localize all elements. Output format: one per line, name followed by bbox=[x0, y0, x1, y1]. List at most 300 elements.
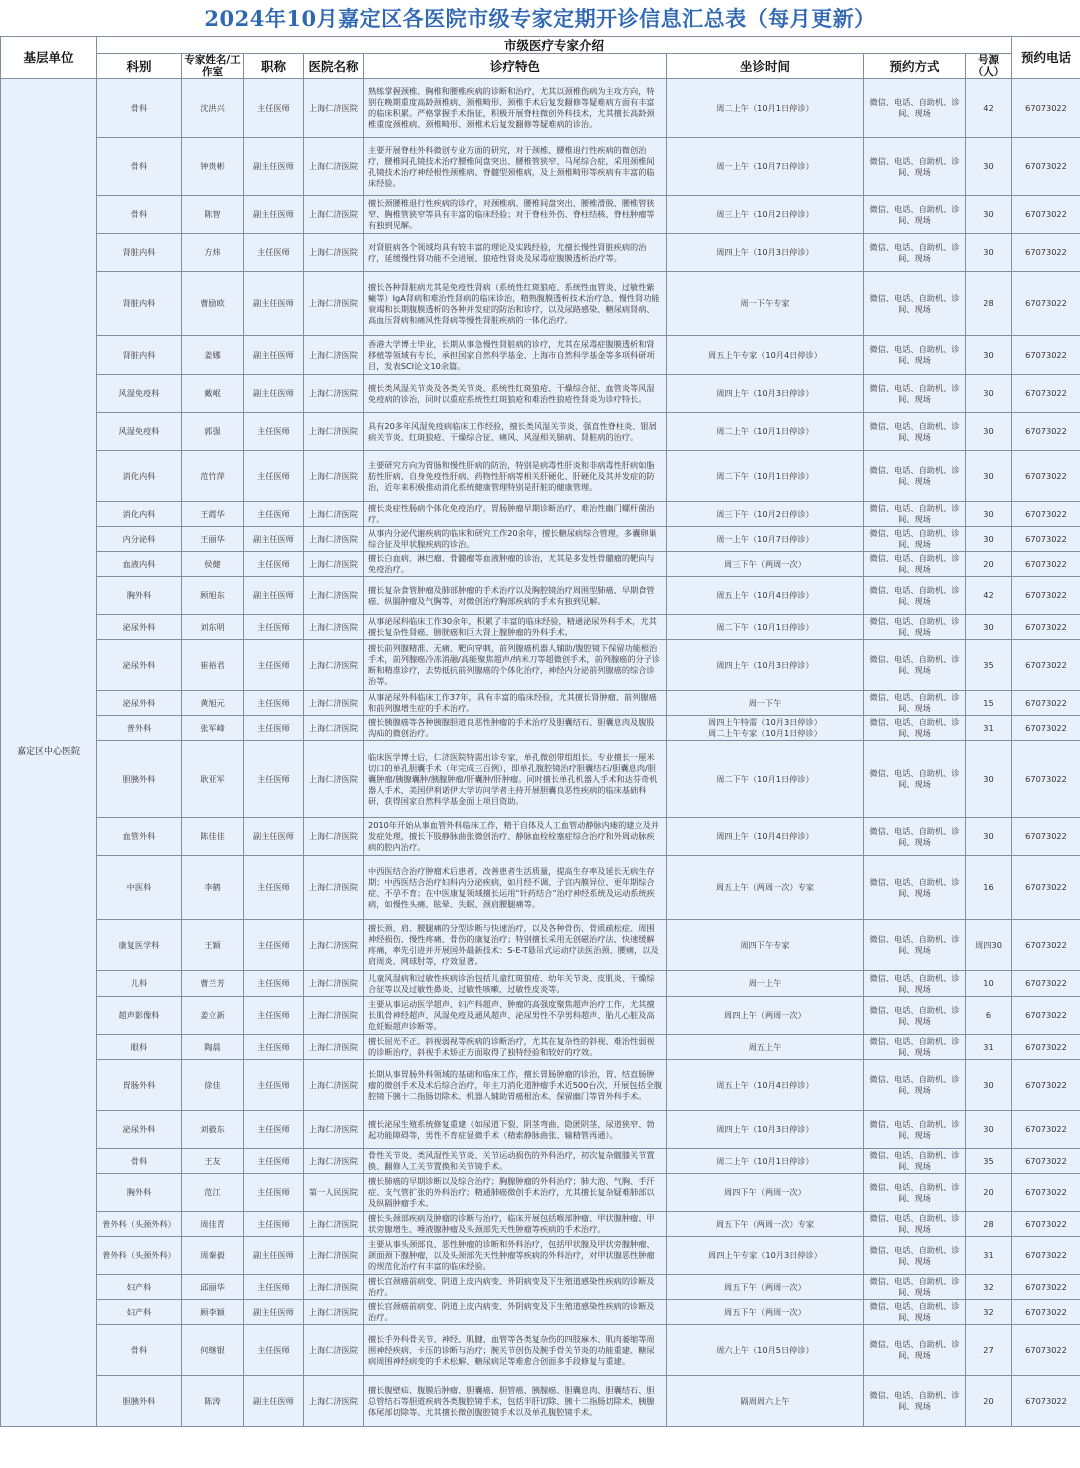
booking-cell: 微信、电话、自助机、诊间、现场 bbox=[864, 272, 966, 336]
hospital-cell: 上海仁济医院 bbox=[304, 451, 364, 502]
dept-cell: 内分泌科 bbox=[97, 527, 182, 552]
table-row bbox=[1, 1237, 1080, 1275]
time-cell: 周二上午（10月1日停诊） bbox=[667, 413, 864, 451]
position-cell: 主任医师 bbox=[244, 79, 304, 138]
position-cell: 副主任医师 bbox=[244, 375, 304, 413]
booking-cell: 微信、电话、自助机、诊间、现场 bbox=[864, 577, 966, 615]
booking-cell: 微信、电话、自助机、诊间、现场 bbox=[864, 1275, 966, 1300]
time-cell: 周一上午（10月7日停诊） bbox=[667, 138, 864, 196]
time-cell: 周一下午 bbox=[667, 691, 864, 716]
time-cell: 周五上午（10月4日停诊） bbox=[667, 1060, 864, 1111]
name-cell: 王丽华 bbox=[182, 527, 244, 552]
name-cell: 侯健 bbox=[182, 552, 244, 577]
table-row bbox=[1, 336, 1080, 375]
quota-cell: 6 bbox=[966, 997, 1012, 1035]
dept-cell: 妇产科 bbox=[97, 1275, 182, 1300]
position-cell: 副主任医师 bbox=[244, 1237, 304, 1275]
table-row bbox=[1, 1275, 1080, 1300]
time-cell: 周二下午（10月1日停诊） bbox=[667, 451, 864, 502]
table-row bbox=[1, 615, 1080, 640]
phone-cell: 67073022 bbox=[1012, 527, 1080, 552]
position-cell: 副主任医师 bbox=[244, 138, 304, 196]
phone-cell: 67073022 bbox=[1012, 1300, 1080, 1325]
phone-cell: 67073022 bbox=[1012, 577, 1080, 615]
hospital-cell: 上海仁济医院 bbox=[304, 640, 364, 691]
header-name: 专家姓名/工作室 bbox=[182, 54, 244, 79]
specialty-cell: 从事泌尿科临床工作30余年，积累了丰富的临床经验，精通泌尿外科手术，尤其擅长复杂性肾癌、膀胱癌和巨大肾上腺肿瘤的外科手术。 bbox=[364, 615, 667, 640]
phone-cell: 67073022 bbox=[1012, 1325, 1080, 1376]
booking-cell: 微信、电话、自助机、诊间、现场 bbox=[864, 502, 966, 527]
booking-cell: 微信、电话、自助机、诊间、现场 bbox=[864, 1300, 966, 1325]
hospital-cell: 上海仁济医院 bbox=[304, 502, 364, 527]
phone-cell: 67073022 bbox=[1012, 138, 1080, 196]
hospital-cell: 上海仁济医院 bbox=[304, 552, 364, 577]
quota-cell: 31 bbox=[966, 1035, 1012, 1060]
specialty-cell: 擅长胰腺癌等各种胰腺胆道良恶性肿瘤的手术治疗及胆囊结石、胆囊息肉及腹股沟疝的微创治疗。 bbox=[364, 716, 667, 741]
quota-cell: 30 bbox=[966, 741, 1012, 818]
time-cell: 周六上午（10月5日停诊） bbox=[667, 1325, 864, 1376]
quota-cell: 30 bbox=[966, 451, 1012, 502]
quota-cell: 15 bbox=[966, 691, 1012, 716]
specialty-cell: 擅长炎症性肠病个体化免疫治疗，胃肠肿瘤早期诊断治疗，难治性幽门螺杆菌治疗。 bbox=[364, 502, 667, 527]
booking-cell: 微信、电话、自助机、诊间、现场 bbox=[864, 451, 966, 502]
position-cell: 主任医师 bbox=[244, 1060, 304, 1111]
hospital-cell: 上海仁济医院 bbox=[304, 691, 364, 716]
dept-cell: 风湿免疫科 bbox=[97, 375, 182, 413]
quota-cell: 16 bbox=[966, 856, 1012, 920]
name-cell: 戴岷 bbox=[182, 375, 244, 413]
specialty-cell: 擅长颈、肩、腰腿痛的分型诊断与快速治疗，以及各种骨伤、骨质疏松症、周围神经损伤、慢性疼痛、骨伤的康复治疗；特别擅长采用无创磁治疗法、快速缓解疼痛，率先引进并开展国外最新技术：S-E-T悬吊式运动疗法医治颈、腰痛，以及肩周炎、网球肘等，疗效显著。 bbox=[364, 920, 667, 971]
quota-cell: 30 bbox=[966, 502, 1012, 527]
name-cell: 周秦毅 bbox=[182, 1237, 244, 1275]
quota-cell: 30 bbox=[966, 375, 1012, 413]
hospital-cell: 上海仁济医院 bbox=[304, 272, 364, 336]
time-cell: 周五上午 bbox=[667, 1035, 864, 1060]
specialty-cell: 擅长腹壁疝、腹膜后肿瘤、胆囊癌、胆管癌、胰腺癌、胆囊息肉、胆囊结石、胆总管结石等胆道疾病各类腹腔镜手术，包括半肝切除、胰十二指肠切除术、胰腺体尾部切除等。尤其擅长微创腹腔镜手术以及单孔腹腔镜手术。 bbox=[364, 1376, 667, 1427]
position-cell: 副主任医师 bbox=[244, 196, 304, 234]
name-cell: 曹兰芳 bbox=[182, 971, 244, 997]
time-cell: 周四上午（10月3日停诊） bbox=[667, 640, 864, 691]
time-cell: 隔周周六上午 bbox=[667, 1376, 864, 1427]
name-cell: 陶晨 bbox=[182, 1035, 244, 1060]
phone-cell: 67073022 bbox=[1012, 741, 1080, 818]
hospital-cell: 上海仁济医院 bbox=[304, 1149, 364, 1174]
hospital-cell: 上海仁济医院 bbox=[304, 1325, 364, 1376]
position-cell: 副主任医师 bbox=[244, 1376, 304, 1427]
specialty-cell: 擅长宫颈癌前病变、阴道上皮内病变、外阴病变及下生殖道感染性疾病的诊断及治疗。 bbox=[364, 1275, 667, 1300]
quota-cell: 35 bbox=[966, 640, 1012, 691]
booking-cell: 微信、电话、自助机、诊间、现场 bbox=[864, 196, 966, 234]
position-cell: 主任医师 bbox=[244, 1174, 304, 1212]
phone-cell: 67073022 bbox=[1012, 920, 1080, 971]
table-row bbox=[1, 1212, 1080, 1237]
quota-cell: 42 bbox=[966, 577, 1012, 615]
booking-cell: 微信、电话、自助机、诊间、现场 bbox=[864, 527, 966, 552]
specialty-cell: 主要开展脊柱外科微创专业方面的研究，对于颈椎、腰椎退行性疾病的微创治疗，腰椎间孔镜技术治疗腰椎间盘突出、腰椎管狭窄、马尾综合症，采用颈椎间孔镜技术治疗神经根性颈椎病、脊髓型颈椎病，及上颈椎畸形等疾病有丰富的临床经验。 bbox=[364, 138, 667, 196]
quota-cell: 周四30 bbox=[966, 920, 1012, 971]
position-cell: 主任医师 bbox=[244, 1111, 304, 1149]
table-row bbox=[1, 451, 1080, 502]
table-row bbox=[1, 1174, 1080, 1212]
name-cell: 顾李颖 bbox=[182, 1300, 244, 1325]
hospital-cell: 上海仁济医院 bbox=[304, 1300, 364, 1325]
header-booking: 预约方式 bbox=[864, 54, 966, 79]
specialty-cell: 儿童风湿病和过敏性疾病诊治包括儿童红斑狼疮、幼年关节炎、皮肌炎、干燥综合征等以及过敏性鼻炎、过敏性咳嗽、过敏性皮炎等。 bbox=[364, 971, 667, 997]
specialty-cell: 擅长泌尿生殖系统修复重建（如尿道下裂、阴茎弯曲、隐匿阴茎、尿道狭窄、勃起功能障碍等，男性不育症显微手术（精索静脉曲张、输精管再通）。 bbox=[364, 1111, 667, 1149]
expert-schedule-table bbox=[0, 36, 1080, 1427]
position-cell: 主任医师 bbox=[244, 997, 304, 1035]
quota-cell: 30 bbox=[966, 615, 1012, 640]
time-cell: 周三上午（10月2日停诊） bbox=[667, 196, 864, 234]
phone-cell: 67073022 bbox=[1012, 1212, 1080, 1237]
name-cell: 崔裕君 bbox=[182, 640, 244, 691]
phone-cell: 67073022 bbox=[1012, 272, 1080, 336]
hospital-cell: 上海仁济医院 bbox=[304, 818, 364, 856]
position-cell: 主任医师 bbox=[244, 1035, 304, 1060]
dept-cell: 风湿免疫科 bbox=[97, 413, 182, 451]
hospital-cell: 上海仁济医院 bbox=[304, 1035, 364, 1060]
unit-cell: 嘉定区中心医院 bbox=[1, 79, 97, 1427]
time-cell: 周四上午（10月3日停诊） bbox=[667, 1111, 864, 1149]
specialty-cell: 擅长颈腰椎退行性疾病的诊疗，对颈椎病、腰椎间盘突出、腰椎滑脱、腰椎管狭窄、胸椎管狭窄等具有丰富的临床经验；对于脊柱外伤、脊柱结核、脊柱肿瘤等有独到见解。 bbox=[364, 196, 667, 234]
name-cell: 郭强 bbox=[182, 413, 244, 451]
position-cell: 主任医师 bbox=[244, 615, 304, 640]
phone-cell: 67073022 bbox=[1012, 79, 1080, 138]
time-cell: 周五上午（两周一次）专家 bbox=[667, 856, 864, 920]
dept-cell: 泌尿外科 bbox=[97, 615, 182, 640]
table-row bbox=[1, 196, 1080, 234]
dept-cell: 普外科（头颈外科） bbox=[97, 1212, 182, 1237]
dept-cell: 骨科 bbox=[97, 79, 182, 138]
booking-cell: 微信、电话、自助机、诊间、现场 bbox=[864, 920, 966, 971]
dept-cell: 消化内科 bbox=[97, 451, 182, 502]
hospital-cell: 上海仁济医院 bbox=[304, 856, 364, 920]
booking-cell: 微信、电话、自助机、诊间、现场 bbox=[864, 1237, 966, 1275]
table-row bbox=[1, 920, 1080, 971]
name-cell: 方炜 bbox=[182, 234, 244, 272]
table-row bbox=[1, 552, 1080, 577]
specialty-cell: 主要研究方向为胃肠和慢性肝病的防治，特别是病毒性肝炎和非病毒性肝病如脂肪性肝病、自身免疫性肝病、药物性肝病等相关肝硬化、肝硬化及其并发症的防治，近年来积极推动消化系统健康管理特别是肝脏的健康管理。 bbox=[364, 451, 667, 502]
hospital-cell: 上海仁济医院 bbox=[304, 336, 364, 375]
name-cell: 王颖 bbox=[182, 920, 244, 971]
time-cell: 周一下午专家 bbox=[667, 272, 864, 336]
name-cell: 周佳青 bbox=[182, 1212, 244, 1237]
time-cell: 周四上午（10月3日停诊） bbox=[667, 375, 864, 413]
dept-cell: 泌尿外科 bbox=[97, 691, 182, 716]
hospital-cell: 上海仁济医院 bbox=[304, 997, 364, 1035]
dept-cell: 眼科 bbox=[97, 1035, 182, 1060]
time-cell: 周四上午（10月3日停诊） bbox=[667, 234, 864, 272]
table-row bbox=[1, 527, 1080, 552]
table-row bbox=[1, 1035, 1080, 1060]
hospital-cell: 上海仁济医院 bbox=[304, 375, 364, 413]
phone-cell: 67073022 bbox=[1012, 997, 1080, 1035]
phone-cell: 67073022 bbox=[1012, 1149, 1080, 1174]
position-cell: 副主任医师 bbox=[244, 272, 304, 336]
dept-cell: 康复医学科 bbox=[97, 920, 182, 971]
specialty-cell: 临床医学博士后，仁济医院特需出诊专家，单孔微创带组组长。专业擅长一厘米切口的单孔胆囊手术（年完成三百例），即单孔腹腔镜治疗胆囊结石/胆囊息肉/胆囊肿瘤/胰腺囊肿/胰腺肿瘤/肝囊肿/肝肿瘤。同时擅长单孔机器人手术和达芬奇机器人手术，美国伊利诺伊大学访问学者主持开展胆囊良恶性疾病的临床基础科研，获得国家自然科学基金面上项目资助。 bbox=[364, 741, 667, 818]
table-row bbox=[1, 1149, 1080, 1174]
header-time: 坐诊时间 bbox=[667, 54, 864, 79]
name-cell: 钟贵彬 bbox=[182, 138, 244, 196]
quota-cell: 27 bbox=[966, 1325, 1012, 1376]
booking-cell: 微信、电话、自助机、诊间、现场 bbox=[864, 1376, 966, 1427]
dept-cell: 超声影像科 bbox=[97, 997, 182, 1035]
specialty-cell: 骨性关节炎、类风湿性关节炎、关节运动损伤的外科治疗，初次复杂髋膝关节置换、翻修人工关节置换和关节镜手术。 bbox=[364, 1149, 667, 1174]
name-cell: 张军峰 bbox=[182, 716, 244, 741]
dept-cell: 普外科（头颈外科） bbox=[97, 1237, 182, 1275]
quota-cell: 30 bbox=[966, 1111, 1012, 1149]
position-cell: 副主任医师 bbox=[244, 818, 304, 856]
specialty-cell: 2010年开始从事血管外科临床工作，精于自体及人工血管动静脉内瘘的建立及并发症处理，擅长下肢静脉曲张微创治疗、静脉血栓栓塞症综合治疗和外周动脉疾病的腔内治疗。 bbox=[364, 818, 667, 856]
specialty-cell: 具有20多年风湿免疫病临床工作经验，擅长类风湿关节炎、强直性脊柱炎、银屑病关节炎、红斑狼疮、干燥综合征、痛风、风湿相关肺病、肾脏病的治疗。 bbox=[364, 413, 667, 451]
name-cell: 顾旭东 bbox=[182, 577, 244, 615]
specialty-cell: 擅长头颈部疾病及肿瘤的诊断与治疗，临床开展包括喉部肿瘤、甲状腺肿瘤、甲状旁腺增生、唾液腺肿瘤及头颈部先天性肿瘤等疾病的手术治疗。 bbox=[364, 1212, 667, 1237]
specialty-cell: 主要从事运动医学超声、妇产科超声、肿瘤的高强度聚焦超声治疗工作，尤其擅长肌骨神经超声、风湿免疫及通风超声、泌尿男性不孕男科超声、胎儿心脏及高危妊娠超声诊断等。 bbox=[364, 997, 667, 1035]
phone-cell: 67073022 bbox=[1012, 234, 1080, 272]
phone-cell: 67073022 bbox=[1012, 1060, 1080, 1111]
position-cell: 副主任医师 bbox=[244, 1300, 304, 1325]
hospital-cell: 上海仁济医院 bbox=[304, 138, 364, 196]
name-cell: 黄旭元 bbox=[182, 691, 244, 716]
table-row bbox=[1, 741, 1080, 818]
page-title: 2024年10月嘉定区各医院市级专家定期开诊信息汇总表（每月更新） bbox=[204, 6, 876, 31]
header-hospital: 医院名称 bbox=[304, 54, 364, 79]
quota-cell: 35 bbox=[966, 1149, 1012, 1174]
time-cell: 周五上午专家（10月4日停诊） bbox=[667, 336, 864, 375]
specialty-cell: 擅长类风湿关节炎及各类关节炎、系统性红斑狼疮、干燥综合征、血管炎等风湿免疫病的诊治，同时以重症系统性红斑狼疮和难治性狼疮性肾炎为诊疗特长。 bbox=[364, 375, 667, 413]
dept-cell: 消化内科 bbox=[97, 502, 182, 527]
booking-cell: 微信、电话、自助机、诊间、现场 bbox=[864, 1060, 966, 1111]
name-cell: 王友 bbox=[182, 1149, 244, 1174]
hospital-cell: 上海仁济医院 bbox=[304, 1376, 364, 1427]
name-cell: 王霞华 bbox=[182, 502, 244, 527]
table-row bbox=[1, 971, 1080, 997]
booking-cell: 微信、电话、自助机、诊间、现场 bbox=[864, 1212, 966, 1237]
quota-cell: 20 bbox=[966, 1376, 1012, 1427]
specialty-cell: 从事泌尿外科临床工作37年，具有丰富的临床经验，尤其擅长肾肿瘤、前列腺癌和前列腺增生症的手术治疗。 bbox=[364, 691, 667, 716]
name-cell: 陈智 bbox=[182, 196, 244, 234]
time-cell: 周五下午（两周一次）专家 bbox=[667, 1212, 864, 1237]
specialty-cell: 擅长屈光不正、斜视弱视等疾病的诊断治疗，尤其在复杂性的斜视、难治性弱视的诊断治疗，斜视手术矫正方面取得了独特经验和较好的疗效。 bbox=[364, 1035, 667, 1060]
booking-cell: 微信、电话、自助机、诊间、现场 bbox=[864, 1111, 966, 1149]
dept-cell: 骨科 bbox=[97, 1149, 182, 1174]
time-cell: 周五下午（两周一次） bbox=[667, 1275, 864, 1300]
position-cell: 主任医师 bbox=[244, 856, 304, 920]
dept-cell: 血管外科 bbox=[97, 818, 182, 856]
position-cell: 主任医师 bbox=[244, 1212, 304, 1237]
position-cell: 主任医师 bbox=[244, 691, 304, 716]
time-cell: 周三下午（两周一次） bbox=[667, 552, 864, 577]
booking-cell: 微信、电话、自助机、诊间、现场 bbox=[864, 716, 966, 741]
phone-cell: 67073022 bbox=[1012, 716, 1080, 741]
phone-cell: 67073022 bbox=[1012, 971, 1080, 997]
position-cell: 副主任医师 bbox=[244, 577, 304, 615]
booking-cell: 微信、电话、自助机、诊间、现场 bbox=[864, 818, 966, 856]
dept-cell: 儿科 bbox=[97, 971, 182, 997]
phone-cell: 67073022 bbox=[1012, 1035, 1080, 1060]
table-row bbox=[1, 1060, 1080, 1111]
position-cell: 主任医师 bbox=[244, 413, 304, 451]
booking-cell: 微信、电话、自助机、诊间、现场 bbox=[864, 640, 966, 691]
specialty-cell: 香港大学博士毕业，长期从事急慢性肾脏病的诊疗，尤其在尿毒症腹膜透析和肾移植等领域有专长，承担国家自然科学基金、上海市自然科学基金等多项科研项目，发表SCI论文10余篇。 bbox=[364, 336, 667, 375]
quota-cell: 30 bbox=[966, 818, 1012, 856]
position-cell: 主任医师 bbox=[244, 502, 304, 527]
booking-cell: 微信、电话、自助机、诊间、现场 bbox=[864, 856, 966, 920]
quota-cell: 31 bbox=[966, 716, 1012, 741]
hospital-cell: 上海仁济医院 bbox=[304, 527, 364, 552]
time-cell: 周二上午（10月1日停诊） bbox=[667, 79, 864, 138]
quota-cell: 30 bbox=[966, 336, 1012, 375]
quota-cell: 30 bbox=[966, 527, 1012, 552]
dept-cell: 胆胰外科 bbox=[97, 1376, 182, 1427]
quota-cell: 30 bbox=[966, 234, 1012, 272]
time-cell: 周二上午（10月1日停诊） bbox=[667, 1149, 864, 1174]
phone-cell: 67073022 bbox=[1012, 856, 1080, 920]
name-cell: 何继银 bbox=[182, 1325, 244, 1376]
name-cell: 徐佳 bbox=[182, 1060, 244, 1111]
quota-cell: 20 bbox=[966, 1174, 1012, 1212]
hospital-cell: 上海仁济医院 bbox=[304, 234, 364, 272]
hospital-cell: 第一人民医院 bbox=[304, 1174, 364, 1212]
hospital-cell: 上海仁济医院 bbox=[304, 1111, 364, 1149]
quota-cell: 10 bbox=[966, 971, 1012, 997]
table-row bbox=[1, 375, 1080, 413]
quota-cell: 31 bbox=[966, 1237, 1012, 1275]
time-cell: 周一上午 bbox=[667, 971, 864, 997]
quota-cell: 30 bbox=[966, 1060, 1012, 1111]
name-cell: 姜立新 bbox=[182, 997, 244, 1035]
hospital-cell: 上海仁济医院 bbox=[304, 1237, 364, 1275]
specialty-cell: 主要从事头颈部良、恶性肿瘤的诊断和外科治疗，包括甲状腺及甲状旁腺肿瘤、颌面颈下腺肿瘤，以及头颈部先天性肿瘤等疾病的外科治疗，对甲状腺恶性肿瘤的规范化治疗有丰富的临床经验。 bbox=[364, 1237, 667, 1275]
phone-cell: 67073022 bbox=[1012, 640, 1080, 691]
time-cell: 周四下午专家 bbox=[667, 920, 864, 971]
dept-cell: 泌尿外科 bbox=[97, 1111, 182, 1149]
dept-cell: 中医科 bbox=[97, 856, 182, 920]
phone-cell: 67073022 bbox=[1012, 818, 1080, 856]
hospital-cell: 上海仁济医院 bbox=[304, 196, 364, 234]
booking-cell: 微信、电话、自助机、诊间、现场 bbox=[864, 1035, 966, 1060]
table-row bbox=[1, 79, 1080, 138]
specialty-cell: 长期从事胃肠外科领域的基础和临床工作，擅长胃肠肿瘤的诊治，胃、结直肠肿瘤的微创手术及术后综合治疗，年主刀消化道肿瘤手术近500台次，开展包括全腹腔镜下胰十二指肠切除术、机器人辅助胃癌根治术、保留幽门等胃外科手术。 bbox=[364, 1060, 667, 1111]
name-cell: 刘东明 bbox=[182, 615, 244, 640]
hospital-cell: 上海仁济医院 bbox=[304, 920, 364, 971]
phone-cell: 67073022 bbox=[1012, 1275, 1080, 1300]
phone-cell: 67073022 bbox=[1012, 1174, 1080, 1212]
booking-cell: 微信、电话、自助机、诊间、现场 bbox=[864, 1174, 966, 1212]
time-cell: 周三下午（10月2日停诊） bbox=[667, 502, 864, 527]
position-cell: 主任医师 bbox=[244, 716, 304, 741]
table-row bbox=[1, 691, 1080, 716]
name-cell: 刘毅东 bbox=[182, 1111, 244, 1149]
position-cell: 主任医师 bbox=[244, 234, 304, 272]
table-body bbox=[1, 79, 1080, 1427]
time-cell: 周二下午（10月1日停诊） bbox=[667, 615, 864, 640]
booking-cell: 微信、电话、自助机、诊间、现场 bbox=[864, 234, 966, 272]
phone-cell: 67073022 bbox=[1012, 1237, 1080, 1275]
hospital-cell: 上海仁济医院 bbox=[304, 716, 364, 741]
header-position: 职称 bbox=[244, 54, 304, 79]
dept-cell: 妇产科 bbox=[97, 1300, 182, 1325]
booking-cell: 微信、电话、自助机、诊间、现场 bbox=[864, 1325, 966, 1376]
specialty-cell: 擅长复杂食管肿瘤及肺部肿瘤的手术治疗以及胸腔镜治疗周围型肺癌、早期食管癌、纵膈肿瘤及气胸等，对微创治疗胸部疾病的手术有独到见解。 bbox=[364, 577, 667, 615]
table-row bbox=[1, 413, 1080, 451]
table-row bbox=[1, 1111, 1080, 1149]
specialty-cell: 擅长肺癌的早期诊断以及综合治疗；胸腺肿瘤的外科治疗；肺大泡、气胸、手汗症、支气管扩张的外科治疗；精通肺癌微创手术治疗，尤其擅长复杂疑难肺部以及纵隔肿瘤手术。 bbox=[364, 1174, 667, 1212]
quota-cell: 28 bbox=[966, 1212, 1012, 1237]
booking-cell: 微信、电话、自助机、诊间、现场 bbox=[864, 615, 966, 640]
booking-cell: 微信、电话、自助机、诊间、现场 bbox=[864, 691, 966, 716]
position-cell: 主任医师 bbox=[244, 920, 304, 971]
dept-cell: 胸外科 bbox=[97, 1174, 182, 1212]
name-cell: 陈佳佳 bbox=[182, 818, 244, 856]
hospital-cell: 上海仁济医院 bbox=[304, 971, 364, 997]
position-cell: 主任医师 bbox=[244, 1325, 304, 1376]
table-row bbox=[1, 1376, 1080, 1427]
time-cell: 周一上午（10月7日停诊） bbox=[667, 527, 864, 552]
phone-cell: 67073022 bbox=[1012, 502, 1080, 527]
table-row bbox=[1, 138, 1080, 196]
position-cell: 主任医师 bbox=[244, 451, 304, 502]
name-cell: 耿亚军 bbox=[182, 741, 244, 818]
dept-cell: 胃肠外科 bbox=[97, 1060, 182, 1111]
booking-cell: 微信、电话、自助机、诊间、现场 bbox=[864, 971, 966, 997]
booking-cell: 微信、电话、自助机、诊间、现场 bbox=[864, 741, 966, 818]
dept-cell: 骨科 bbox=[97, 138, 182, 196]
quota-cell: 30 bbox=[966, 413, 1012, 451]
phone-cell: 67073022 bbox=[1012, 413, 1080, 451]
table-row bbox=[1, 640, 1080, 691]
booking-cell: 微信、电话、自助机、诊间、现场 bbox=[864, 1149, 966, 1174]
table-row bbox=[1, 1325, 1080, 1376]
phone-cell: 67073022 bbox=[1012, 375, 1080, 413]
dept-cell: 骨科 bbox=[97, 1325, 182, 1376]
time-cell: 周四上午（两周一次） bbox=[667, 997, 864, 1035]
dept-cell: 骨科 bbox=[97, 196, 182, 234]
hospital-cell: 上海仁济医院 bbox=[304, 413, 364, 451]
quota-cell: 32 bbox=[966, 1275, 1012, 1300]
specialty-cell: 擅长手外科骨关节、神经、肌腱、血管等各类复杂伤的四肢麻木、肌肉萎缩等周围神经疾病、卡压的诊断与治疗；腕关节创伤及腕手骨关节炎的功能重建、糖尿病周围神经病变的手术松解、糖尿病足等难愈合创面多手段修复与重建。 bbox=[364, 1325, 667, 1376]
name-cell: 李鹤 bbox=[182, 856, 244, 920]
quota-cell: 30 bbox=[966, 138, 1012, 196]
time-cell: 周二下午（10月1日停诊） bbox=[667, 741, 864, 818]
header-phone: 预约电话 bbox=[1012, 37, 1080, 79]
name-cell: 邱丽华 bbox=[182, 1275, 244, 1300]
name-cell: 曹励欧 bbox=[182, 272, 244, 336]
dept-cell: 胸外科 bbox=[97, 577, 182, 615]
time-cell: 周五上午（10月4日停诊） bbox=[667, 577, 864, 615]
table-row bbox=[1, 272, 1080, 336]
header-specialty: 诊疗特色 bbox=[364, 54, 667, 79]
phone-cell: 67073022 bbox=[1012, 691, 1080, 716]
quota-cell: 32 bbox=[966, 1300, 1012, 1325]
booking-cell: 微信、电话、自助机、诊间、现场 bbox=[864, 79, 966, 138]
dept-cell: 肾脏内科 bbox=[97, 336, 182, 375]
phone-cell: 67073022 bbox=[1012, 451, 1080, 502]
quota-cell: 42 bbox=[966, 79, 1012, 138]
hospital-cell: 上海仁济医院 bbox=[304, 741, 364, 818]
specialty-cell: 从事内分泌代谢疾病的临床和研究工作20余年，擅长糖尿病综合管理，多囊卵巢综合征及甲状腺疾病的诊治。 bbox=[364, 527, 667, 552]
header-dept: 科别 bbox=[97, 54, 182, 79]
table-row bbox=[1, 1300, 1080, 1325]
booking-cell: 微信、电话、自助机、诊间、现场 bbox=[864, 997, 966, 1035]
phone-cell: 67073022 bbox=[1012, 552, 1080, 577]
name-cell: 姜娜 bbox=[182, 336, 244, 375]
position-cell: 主任医师 bbox=[244, 552, 304, 577]
position-cell: 副主任医师 bbox=[244, 336, 304, 375]
booking-cell: 微信、电话、自助机、诊间、现场 bbox=[864, 413, 966, 451]
phone-cell: 67073022 bbox=[1012, 1111, 1080, 1149]
